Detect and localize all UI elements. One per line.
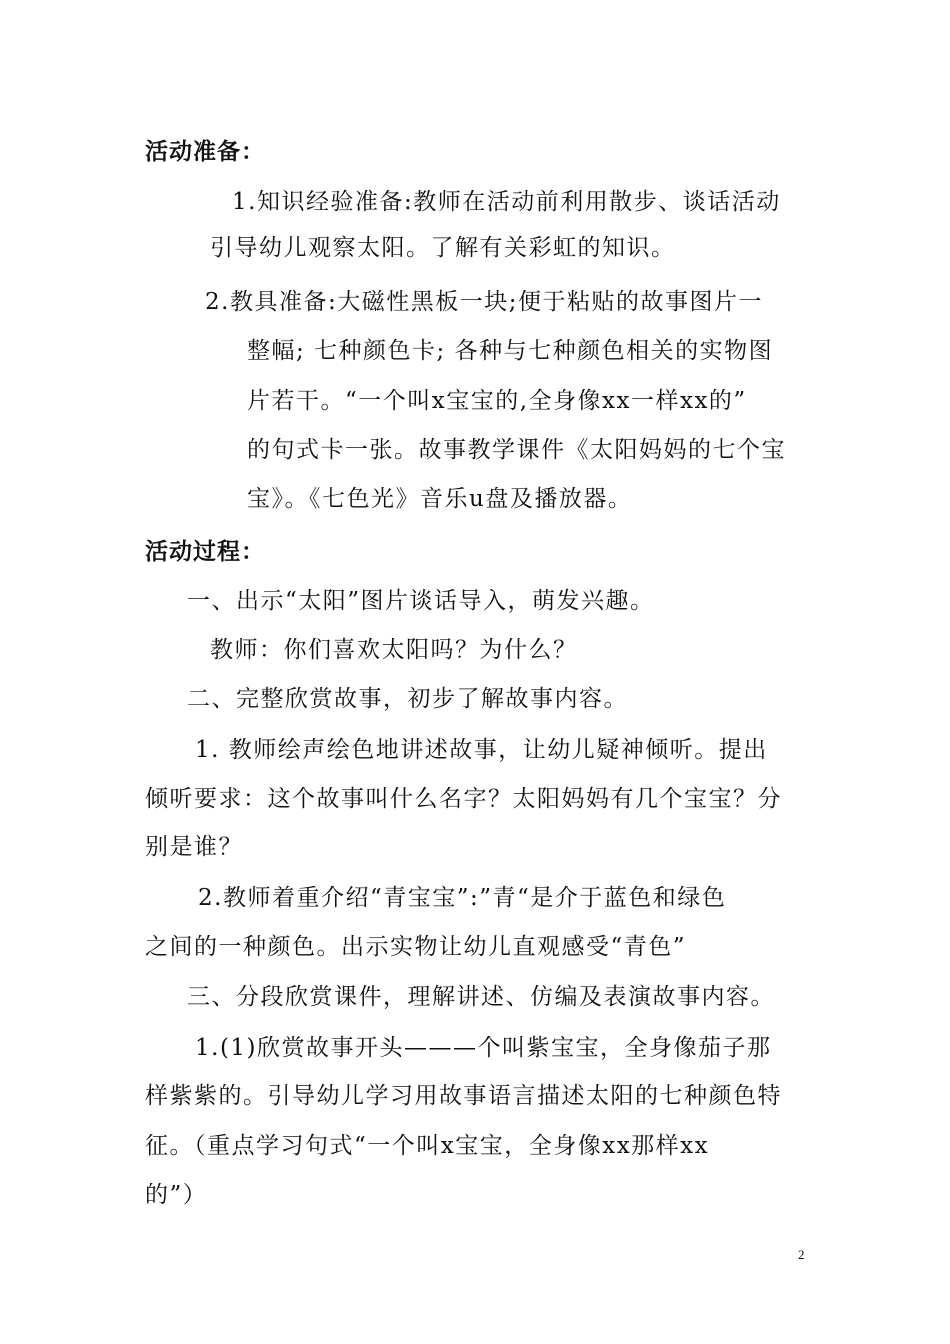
preparation-item2-line4: 的句式卡一张。故事教学课件《太阳妈妈的七个宝 bbox=[247, 437, 786, 463]
process-step3-item1-line3: 征。（重点学习句式“一个叫x宝宝，全身像xx那样xx bbox=[145, 1133, 710, 1159]
section-heading-preparation: 活动准备： bbox=[145, 139, 265, 165]
preparation-item1-line2: 引导幼儿观察太阳。了解有关彩虹的知识。 bbox=[210, 235, 676, 261]
process-step2-title: 二、完整欣赏故事，初步了解故事内容。 bbox=[187, 686, 628, 712]
preparation-item2-line1: 2.教具准备:大磁性黑板一块;便于粘贴的故事图片一 bbox=[205, 289, 763, 315]
process-step3-item1-line2: 样紫紫的。引导幼儿学习用故事语言描述太阳的七种颜色特 bbox=[145, 1083, 782, 1109]
process-step2-item1-line2: 倾听要求：这个故事叫什么名字？太阳妈妈有几个宝宝？分 bbox=[145, 786, 782, 812]
process-step3-title: 三、分段欣赏课件，理解讲述、仿编及表演故事内容。 bbox=[187, 984, 775, 1010]
process-step1-title: 一、出示“太阳”图片谈话导入，萌发兴趣。 bbox=[187, 588, 655, 614]
page-number: 2 bbox=[798, 1247, 805, 1262]
process-step2-item2-line1: 2.教师着重介绍“青宝宝”:”青“是介于蓝色和绿色 bbox=[198, 885, 727, 911]
process-step1-teacher: 教师：你们喜欢太阳吗？为什么？ bbox=[210, 637, 578, 663]
process-step2-item2-line2: 之间的一种颜色。出示实物让幼儿直观感受“青色” bbox=[145, 934, 687, 960]
section-heading-process: 活动过程： bbox=[145, 539, 265, 565]
process-step2-item1-line1: 1. 教师绘声绘色地讲述故事，让幼儿疑神倾听。提出 bbox=[195, 737, 768, 763]
preparation-item2-line5: 宝》。《七色光》音乐u盘及播放器。 bbox=[247, 486, 633, 512]
preparation-item2-line2: 整幅; 七种颜色卡; 各种与七种颜色相关的实物图 bbox=[247, 338, 774, 364]
preparation-item2-line3: 片若干。“一个叫x宝宝的,全身像xx一样xx的” bbox=[247, 388, 747, 414]
process-step3-item1-line1: 1.(1)欣赏故事开头———个叫紫宝宝，全身像茄子那 bbox=[195, 1035, 772, 1061]
process-step3-item1-line4: 的”） bbox=[145, 1182, 208, 1208]
preparation-item1-line1: 1.知识经验准备:教师在活动前利用散步、谈话活动 bbox=[232, 189, 781, 215]
process-step2-item1-line3: 别是谁？ bbox=[145, 834, 243, 860]
